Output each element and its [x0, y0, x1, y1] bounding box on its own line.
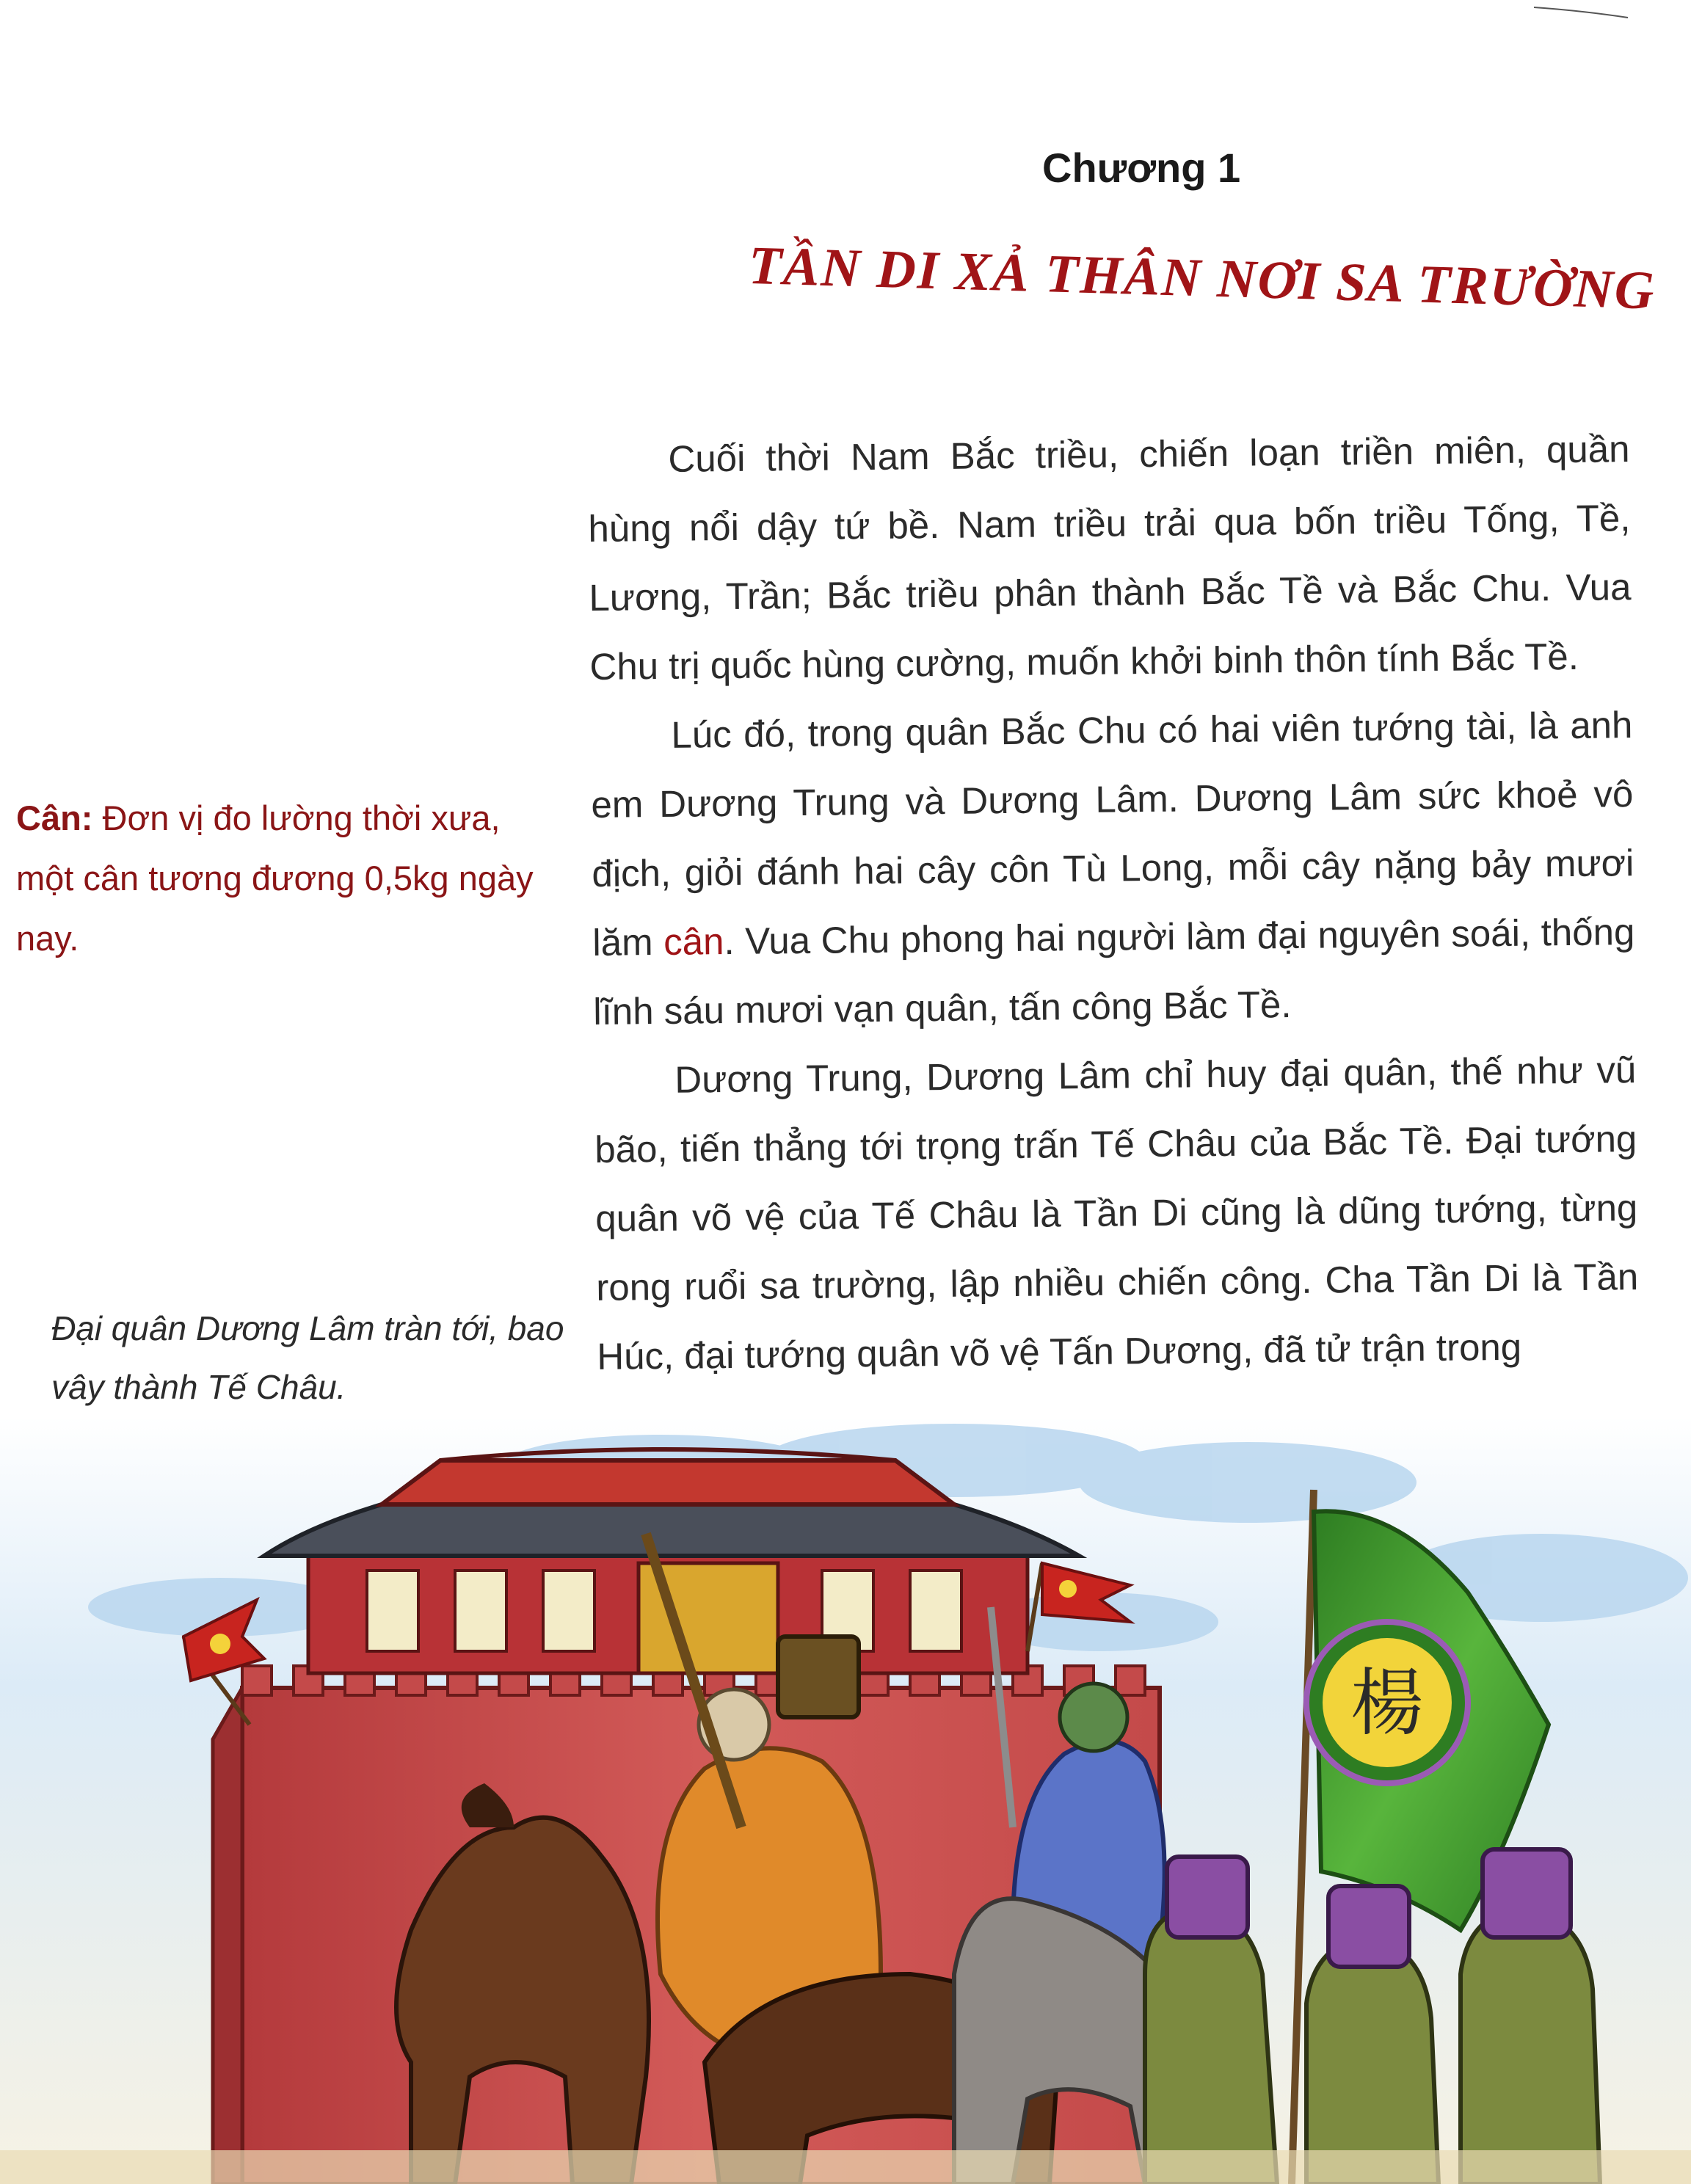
paragraph-2: [590, 691, 1636, 1046]
glossary-sidenote: [16, 788, 545, 969]
ground: [0, 2150, 1691, 2184]
glossary-term-can: cân: [663, 920, 724, 963]
chapter-title: TẦN DI XẢ THÂN NƠI SA TRƯỜNG: [747, 236, 1657, 321]
paragraph-3: Dương Trung, Dương Lâm chỉ huy đại quân, thế như vũ bão, tiến thẳng tới trọng trấn Tế Châu của Bắc Tề. Đại tướng quân võ vệ của Tế Châu là Tần Di cũng là dũng tướng, từng rong ruổi sa trường, lập nhiều chiến công. Cha Tần Di là Tần Húc, đại tướng quân võ vệ Tấn Dương, đã tử trận trong: [594, 1049, 1639, 1377]
page-corner-line: [1534, 6, 1629, 19]
sidenote-definition-rest: một cân tương đương 0,5kg ngày nay.: [16, 859, 534, 958]
paragraph-2-end: . Vua Chu phong hai người làm đại nguyên soái, thống lĩnh sáu mươi vạn quân, tấn công Bắc Tề.: [593, 911, 1635, 1033]
illustration-caption: Đại quân Dương Lâm tràn tới, bao vây thành Tế Châu.: [51, 1309, 564, 1406]
chapter-label: Chương 1: [1042, 145, 1241, 191]
battle-illustration: [0, 1416, 1691, 2184]
paragraph-2-start: Lúc đó, trong quân Bắc Chu có hai viên tướng tài, là anh em Dương Trung và Dương Lâm. Dương Lâm sức khoẻ vô địch, giỏi đánh hai cây côn Tù Long, mỗi cây nặng bảy mươi lăm: [591, 704, 1634, 964]
body-text: [587, 415, 1640, 1391]
sidenote-definition-start: Đơn vị đo lường thời xưa,: [92, 798, 501, 837]
paragraph-1: Cuối thời Nam Bắc triều, chiến loạn triền miên, quần hùng nổi dậy tứ bề. Nam triều trải qua bốn triều Tống, Tề, Lương, Trần; Bắc triều phân thành Bắc Tề và Bắc Chu. Vua Chu trị quốc hùng cường, muốn khởi binh thôn tính Bắc Tề.: [588, 428, 1632, 688]
flag-character: 楊: [1350, 1660, 1424, 1746]
sidenote-term: Cân:: [16, 798, 93, 837]
